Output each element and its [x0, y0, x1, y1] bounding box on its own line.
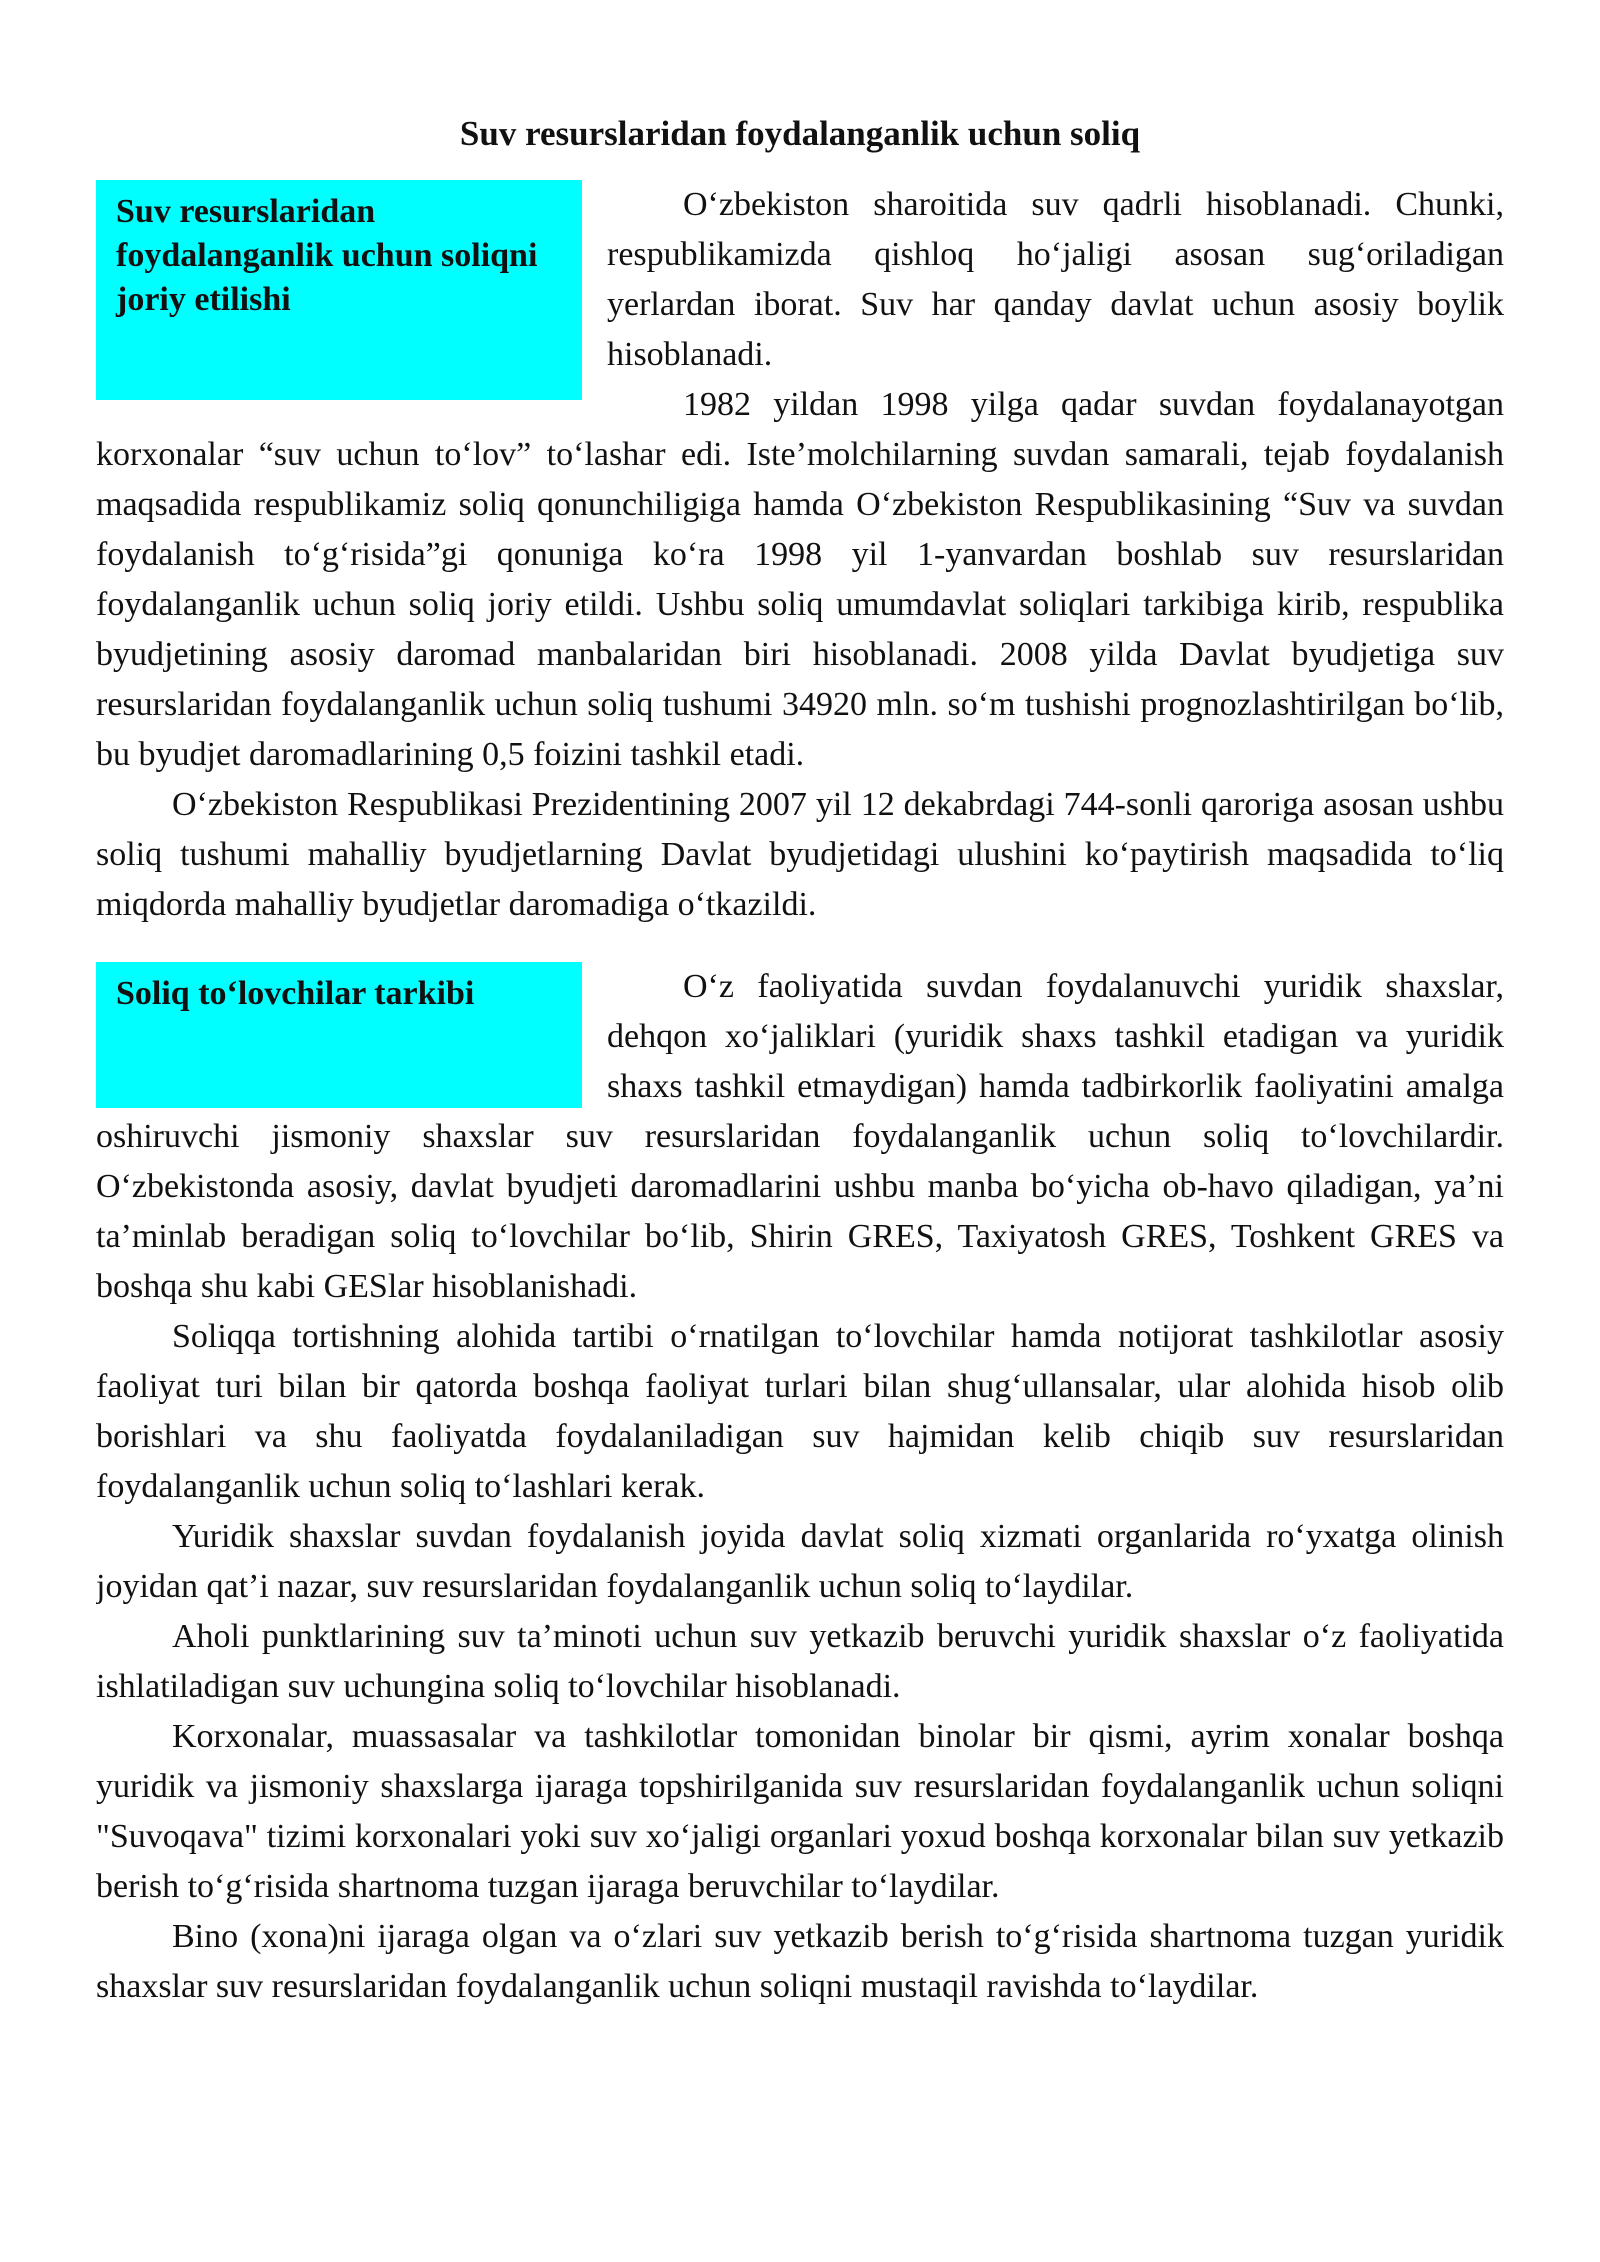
paragraph: 1982 yildan 1998 yilga qadar suvdan foydalanayotgan korxonalar “suv uchun to‘lov” to‘lashar edi. Iste’molchilarning suvdan samarali, tejab foydalanish maqsadida respublikamiz soliq qonunchiligiga hamda O‘zbekiston Respublikasining “Suv va suvdan foydalanish to‘g‘risida”gi qonuniga ko‘ra 1998 yil 1-yanvardan boshlab suv resurslaridan foydalanganlik uchun soliq joriy etildi. Ushbu soliq umumdavlat soliqlari tarkibiga kirib, respublika byudjetining asosiy daromad manbalaridan biri hisoblanadi. 2008 yilda Davlat byudjetiga suv resurslaridan foydalanganlik uchun soliq tushumi 34920 mln. so‘m tushishi prognozlashtirilgan bo‘lib, bu byudjet daromadlarining 0,5 foizini tashkil etadi. [96, 386, 1504, 773]
page-title: Suv resurslaridan foydalanganlik uchun soliq [459, 114, 1141, 153]
section-heading-box [96, 180, 582, 400]
paragraph: O‘z faoliyatida suvdan foydalanuvchi yuridik shaxslar, dehqon xo‘jaliklari (yuridik shaxs tashkil etadigan va yuridik shaxs tashkil etmaydigan) hamda tadbirkorlik faoliyatini amalga oshiruvchi jismoniy shaxslar suv resurslaridan foydalanganlik uchun soliq to‘lovchilardir. O‘zbekistonda asosiy, davlat byudjeti daromadlarini ushbu manba bo‘yicha ob-havo qiladigan, ya’ni ta’minlab beradigan soliq to‘lovchilar bo‘lib, Shirin GRES, Taxiyatosh GRES, Toshkent GRES va boshqa shu kabi GESlar hisoblanishadi. [96, 968, 1504, 1305]
paragraph: O‘zbekiston Respublikasi Prezidentining 2007 yil 12 dekabrdagi 744-sonli qaroriga asosan ushbu soliq tushumi mahalliy byudjetlarning Davlat byudjetidagi ulushini ko‘paytirish maqsadida to‘liq miqdorda mahalliy byudjetlar daromadiga o‘tkazildi. [96, 786, 1504, 923]
section-taxpayers [96, 962, 1504, 2012]
section-spacer [96, 930, 1504, 962]
paragraph: O‘zbekiston sharoitida suv qadrli hisoblanadi. Chunki, respublikamizda qishloq ho‘jaligi asosan sug‘oriladigan yerlardan iborat. Suv har qanday davlat uchun asosiy boylik hisoblanadi. [607, 186, 1504, 373]
section-heading: Soliq to‘lovchilar tarkibi [116, 975, 475, 1012]
section-introduction [96, 180, 1504, 930]
paragraph: Bino (xona)ni ijaraga olgan va o‘zlari suv yetkazib berish to‘g‘risida shartnoma tuzgan yuridik shaxslar suv resurslaridan foydalanganlik uchun soliqni mustaqil ravishda to‘laydilar. [96, 1918, 1504, 2005]
section-heading-box [96, 962, 582, 1108]
paragraph: Aholi punktlarining suv ta’minoti uchun suv yetkazib beruvchi yuridik shaxslar o‘z faoliyatida ishlatiladigan suv uchungina soliq to‘lovchilar hisoblanadi. [96, 1618, 1504, 1705]
paragraph: Yuridik shaxslar suvdan foydalanish joyida davlat soliq xizmati organlarida ro‘yxatga olinish joyidan qat’i nazar, suv resurslaridan foydalanganlik uchun soliq to‘laydilar. [96, 1518, 1504, 1605]
paragraph: Korxonalar, muassasalar va tashkilotlar tomonidan binolar bir qismi, ayrim xonalar boshqa yuridik va jismoniy shaxslarga ijaraga topshirilganida suv resurslaridan foydalanganlik uchun soliqni "Suvoqava" tizimi korxonalari yoki suv xo‘jaligi organlari yoxud boshqa korxonalar bilan suv yetkazib berish to‘g‘risida shartnoma tuzgan ijaraga beruvchilar to‘laydilar. [96, 1718, 1504, 1905]
section-heading: Suv resurslaridan foydalanganlik uchun soliqni joriy etilishi [116, 193, 538, 318]
paragraph: Soliqqa tortishning alohida tartibi o‘rnatilgan to‘lovchilar hamda notijorat tashkilotlar asosiy faoliyat turi bilan bir qatorda boshqa faoliyat turlari bilan shug‘ullansalar, ular alohida hisob olib borishlari va shu faoliyatda foydalaniladigan suv hajmidan kelib chiqib suv resurslaridan foydalanganlik uchun soliq to‘lashlari kerak. [96, 1318, 1504, 1505]
